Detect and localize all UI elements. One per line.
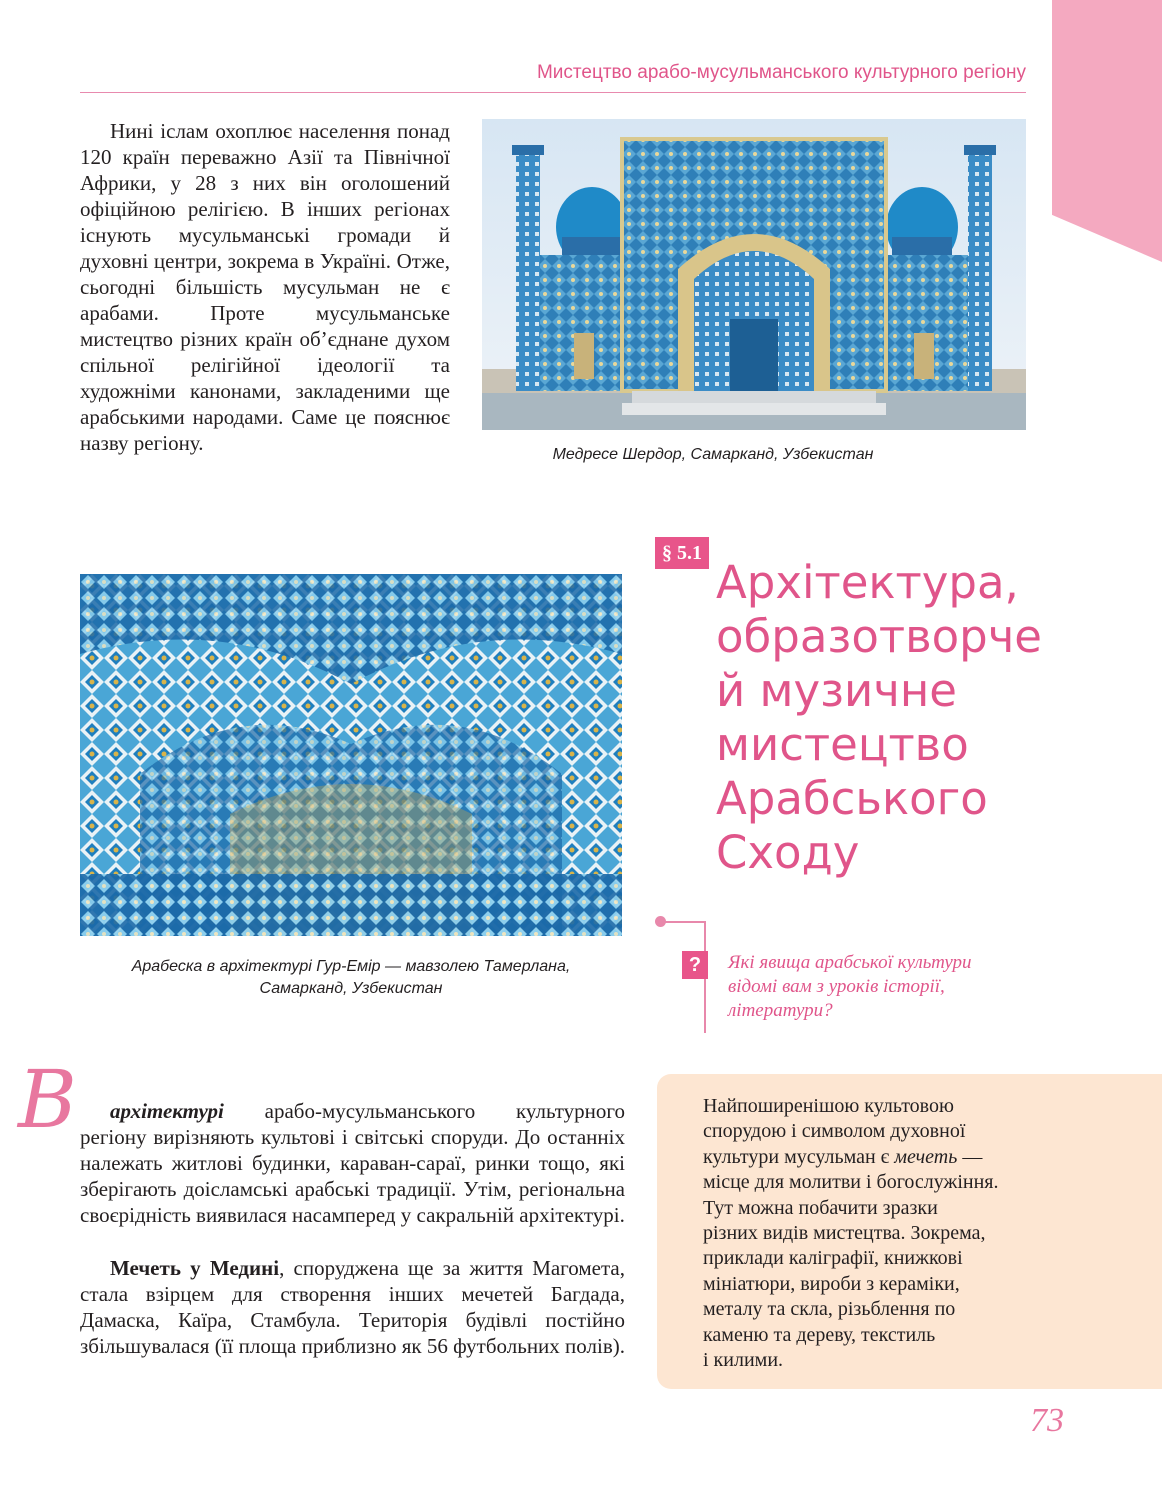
section-number-badge: § 5.1 <box>655 537 709 569</box>
section-title-line: мистецтво <box>716 718 969 771</box>
info-line: культури мусульман є <box>703 1145 895 1168</box>
section-title-line: й музичне <box>716 664 957 717</box>
info-line: каменю та дереву, текстиль <box>703 1323 936 1346</box>
info-line: і килими. <box>703 1349 784 1372</box>
info-line: мініатюри, вироби з кераміки, <box>703 1272 960 1295</box>
question-line: літератури? <box>728 1000 833 1021</box>
body-paragraph-architecture <box>80 1098 625 1228</box>
arabesque-caption-line1: Арабеска в архітектурі Гур-Емір — мавзолею Тамерлана, <box>131 958 571 975</box>
term-mosque: мечеть <box>894 1145 958 1168</box>
info-line: різних видів мистецтва. Зокрема, <box>703 1222 986 1245</box>
section-title-line: Сходу <box>716 826 860 879</box>
question-line: Які явища арабської культури <box>728 952 972 973</box>
body-paragraph-2-text: , споруджена ще за життя Магомета, стала взірцем для створення інших мечетей Багдада, Дамаска, Каїра, Стамбула. Територія будівлі постійно збільшувалася (її площа приблизно як 56 футбольних полів). <box>80 1256 625 1358</box>
section-title-line: Архітектура, <box>716 556 1019 609</box>
info-line: Найпоширенішою культовою <box>703 1095 954 1117</box>
header-rule <box>80 92 1026 93</box>
info-line: металу та скла, різьблення по <box>703 1298 956 1321</box>
running-header: Мистецтво арабо-мусульманського культурного регіону <box>536 62 1026 83</box>
info-line: — <box>957 1145 983 1168</box>
madrasa-caption: Медресе Шердор, Самарканд, Узбекистан <box>552 446 874 463</box>
section-title <box>716 556 1046 880</box>
arabesque-photo <box>80 574 622 936</box>
info-line: Тут можна побачити зразки <box>703 1196 938 1219</box>
info-box-text <box>703 1094 1043 1373</box>
term-medina-mosque: Мечеть у Медині <box>110 1256 280 1280</box>
question-text <box>728 951 1028 1023</box>
intro-paragraph <box>80 118 450 456</box>
intro-text: Нині іслам охоплює населення понад 120 країн переважно Азії та Північної Африки, у 28 з них він оголошений офіційною релігією. В інших регіонах існують мусульманські громади й духовні центри, зокрема в Україні. Отже, сьогодні більшість мусульман не є арабами. Проте мусульманське мистецтво різних країн об’єднане духом спільної релігійної ідеології та художніми канонами, закладеними ще арабськими народами. Саме це пояснює назву регіону. <box>80 119 450 455</box>
question-connector-dot <box>655 916 666 927</box>
info-line: місце для молитви і богослужіння. <box>703 1171 999 1194</box>
section-title-line: образотворче <box>716 610 1042 663</box>
term-architecture: архітектурі <box>110 1099 224 1123</box>
chapter-corner-tab <box>1052 0 1162 262</box>
madrasa-photo <box>482 119 1026 430</box>
question-connector-line <box>660 921 706 923</box>
question-line: відомі вам з уроків історії, <box>728 976 945 997</box>
body-paragraph-mosque <box>80 1255 625 1359</box>
section-title-line: Арабського <box>716 772 988 825</box>
page-number: 73 <box>1030 1402 1064 1439</box>
arabesque-caption <box>80 956 622 1000</box>
info-line: приклади каліграфії, книжкові <box>703 1247 963 1270</box>
body-paragraph-1-text: арабо-мусульманського культурного регіону вирізняють культові і світські споруди. До останніх належать житлові будинки, караван-сараї, ринки тощо, які зберігають доісламські арабські традиції. Утім, регіональна своєрідність виявилася насамперед у сакральній архітектурі. <box>80 1099 625 1227</box>
question-mark-icon: ? <box>682 951 708 979</box>
arabesque-caption-line2: Самарканд, Узбекистан <box>259 980 443 997</box>
info-line: спорудою і символом духовної <box>703 1120 966 1143</box>
drop-cap: В <box>18 1053 77 1146</box>
